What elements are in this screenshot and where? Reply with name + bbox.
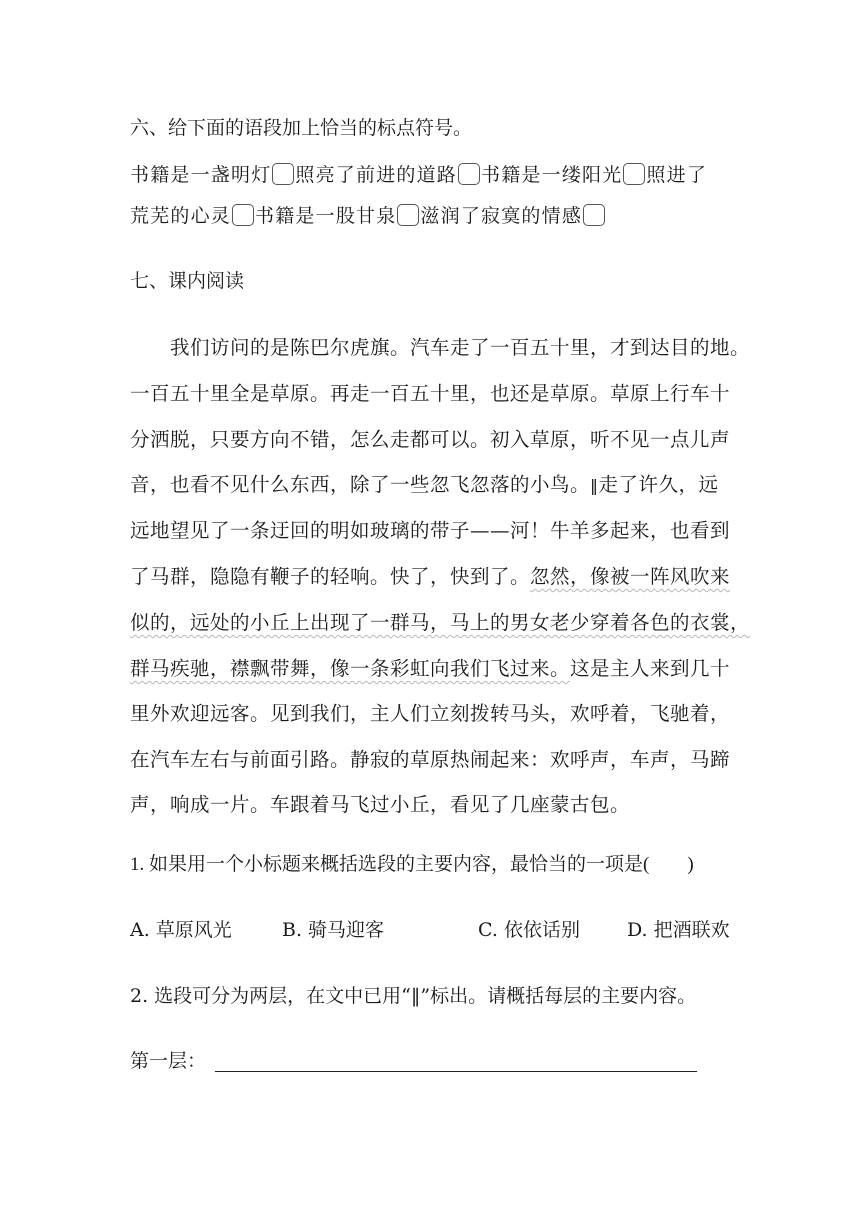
option-b[interactable]: B. 骑马迎客 [282,919,385,941]
passage-fragment: 这是主人来到几十 [570,657,731,680]
sentence-fragment: 照进了 [646,164,708,186]
passage-line: 一百五十里全是草原。再走一百五十里，也还是草原。草原上行车十 [130,382,731,405]
section7-heading: 七、课内阅读 [130,270,245,292]
sentence-fragment: 书籍是一缕阳光 [481,164,623,186]
passage-line [130,472,732,499]
passage-fragment: 音，也看不见什么东西，除了一些忽飞忽落的小鸟。 [130,473,591,496]
section6-heading: 六、给下面的语段加上恰当的标点符号。 [130,117,473,139]
passage-line: 分洒脱，只要方向不错，怎么走都可以。初入草原，听不见一点儿声 [130,428,731,451]
layer1-answer-line[interactable] [215,1071,697,1072]
passage-line [130,564,732,590]
wavy-underlined-text: 似的，远处的小丘上出现了一群马，马上的男女老少穿着各色的衣裳， [130,611,751,634]
question-2: 2. 选段可分为两层，在文中已用“‖”标出。请概括每层的主要内容。 [130,985,697,1007]
passage-line [130,656,732,682]
sentence-fragment: 荒芜的心灵 [130,205,232,227]
punctuation-box[interactable] [458,163,480,185]
punctuation-box[interactable] [623,163,645,185]
punctuation-paragraph-line2 [130,203,732,229]
layer-divider-mark: ‖ [590,476,599,495]
passage-line [130,610,751,636]
option-d[interactable]: D. 把酒联欢 [627,919,730,941]
sentence-fragment: 滋润了寂寞的情感 [420,205,583,227]
punctuation-box[interactable] [583,204,605,226]
punctuation-box[interactable] [272,163,294,185]
passage-line: 我们访问的是陈巴尔虎旗。汽车走了一百五十里，才到达目的地。 [170,336,751,359]
layer1-label: 第一层： [130,1050,207,1072]
sentence-fragment: 书籍是一盏明灯 [130,164,272,186]
passage-line: 远地望见了一条迂回的明如玻璃的带子——河！牛羊多起来，也看到 [130,519,731,542]
question-1: 1. 如果用一个小标题来概括选段的主要内容，最恰当的一项是( ) [130,854,694,875]
passage-fragment: 走了许久，远 [598,473,719,496]
passage-line: 里外欢迎远客。见到我们，主人们立刻拨转马头，欢呼着，飞驰着， [130,702,731,725]
punctuation-box[interactable] [397,204,419,226]
wavy-underlined-text: 群马疾驰，襟飘带舞，像一条彩虹向我们飞过来。 [130,657,571,680]
passage-fragment: 了马群，隐隐有鞭子的轻响。快了，快到了。 [130,565,531,588]
wavy-underlined-text: 忽然，像被一阵风吹来 [530,565,731,588]
option-a[interactable]: A. 草原风光 [130,919,232,941]
option-c[interactable]: C. 依依话别 [478,919,580,941]
punctuation-paragraph-line1 [130,162,732,188]
sentence-fragment: 照亮了前进的道路 [295,164,458,186]
sentence-fragment: 书籍是一股甘泉 [255,205,397,227]
passage-line: 声，响成一片。车跟着马飞过小丘，看见了几座蒙古包。 [130,793,631,816]
punctuation-box[interactable] [232,204,254,226]
passage-line: 在汽车左右与前面引路。静寂的草原热闹起来：欢呼声，车声，马蹄 [130,748,731,771]
